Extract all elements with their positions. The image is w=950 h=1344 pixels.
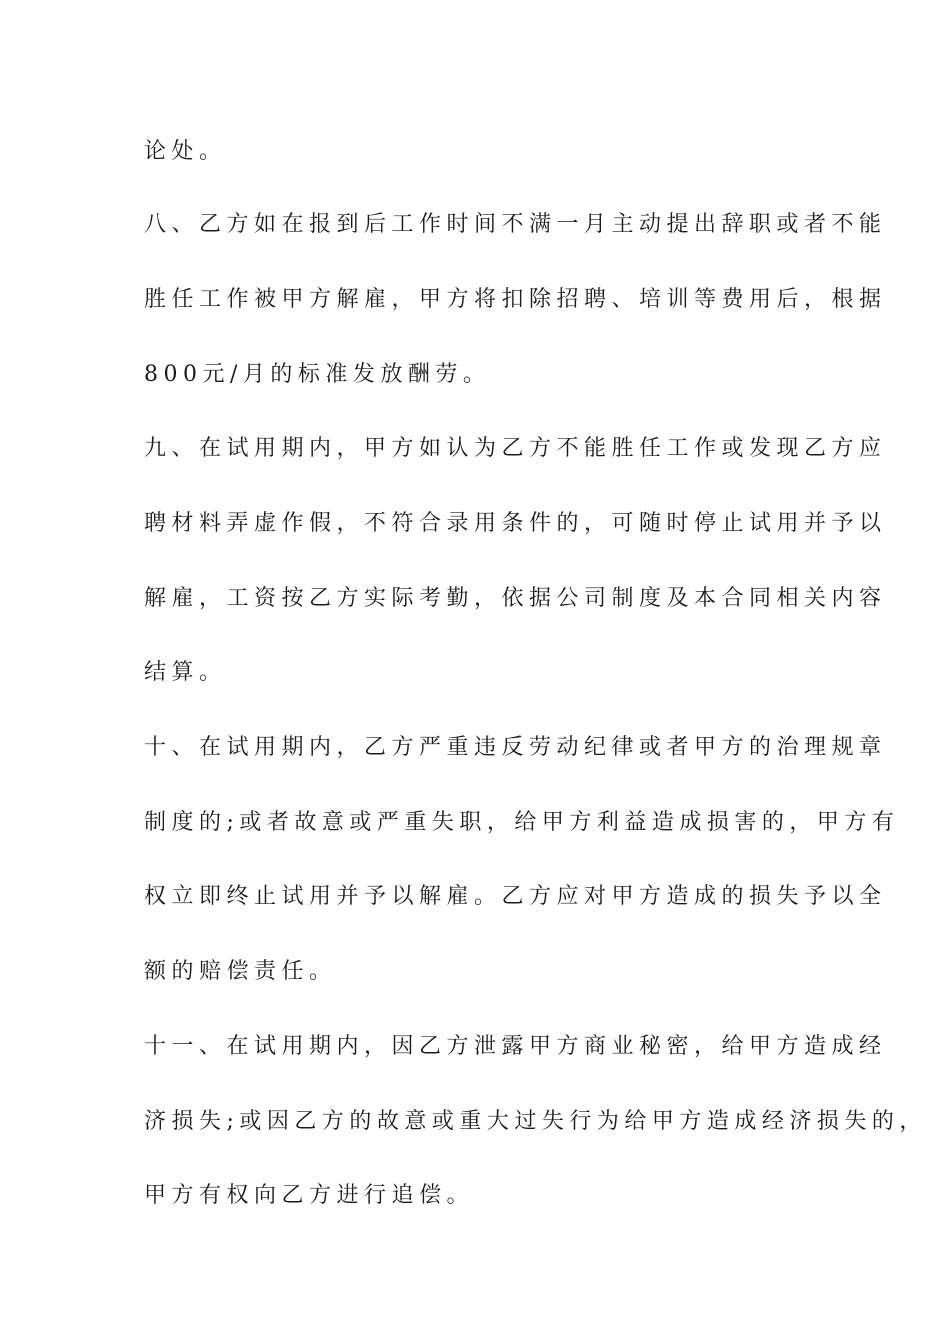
clause-11-line-1: 十一、在试用期内，因乙方泄露甲方商业秘密，给甲方造成经 <box>144 1034 887 1059</box>
clause-11-line-2: 济损失;或因乙方的故意或重大过失行为给甲方造成经济损失的， <box>144 1109 927 1134</box>
clause-8-line-2: 胜任工作被甲方解雇，甲方将扣除招聘、培训等费用后，根据 <box>144 287 887 312</box>
clause-9-line-2: 聘材料弄虚作假，不符合录用条件的，可随时停止试用并予以 <box>144 511 887 536</box>
text-line: 论处。 <box>144 139 227 164</box>
clause-10-line-2: 制度的;或者故意或严重失职，给甲方利益造成损害的，甲方有 <box>144 810 900 835</box>
clause-11-line-3: 甲方有权向乙方进行追偿。 <box>144 1183 475 1208</box>
clause-10-line-4: 额的赔偿责任。 <box>144 959 337 984</box>
clause-9-line-3: 解雇，工资按乙方实际考勤，依据公司制度及本合同相关内容 <box>144 586 887 611</box>
clause-10-line-1: 十、在试用期内，乙方严重违反劳动纪律或者甲方的治理规章 <box>144 735 887 760</box>
clause-8-line-1: 八、乙方如在报到后工作时间不满一月主动提出辞职或者不能 <box>144 212 887 237</box>
clause-9-line-4: 结算。 <box>144 660 227 685</box>
clause-8-line-3: 800元/月的标准发放酬劳。 <box>144 362 491 387</box>
clause-9-line-1: 九、在试用期内，甲方如认为乙方不能胜任工作或发现乙方应 <box>144 436 887 461</box>
clause-10-line-3: 权立即终止试用并予以解雇。乙方应对甲方造成的损失予以全 <box>144 884 887 909</box>
